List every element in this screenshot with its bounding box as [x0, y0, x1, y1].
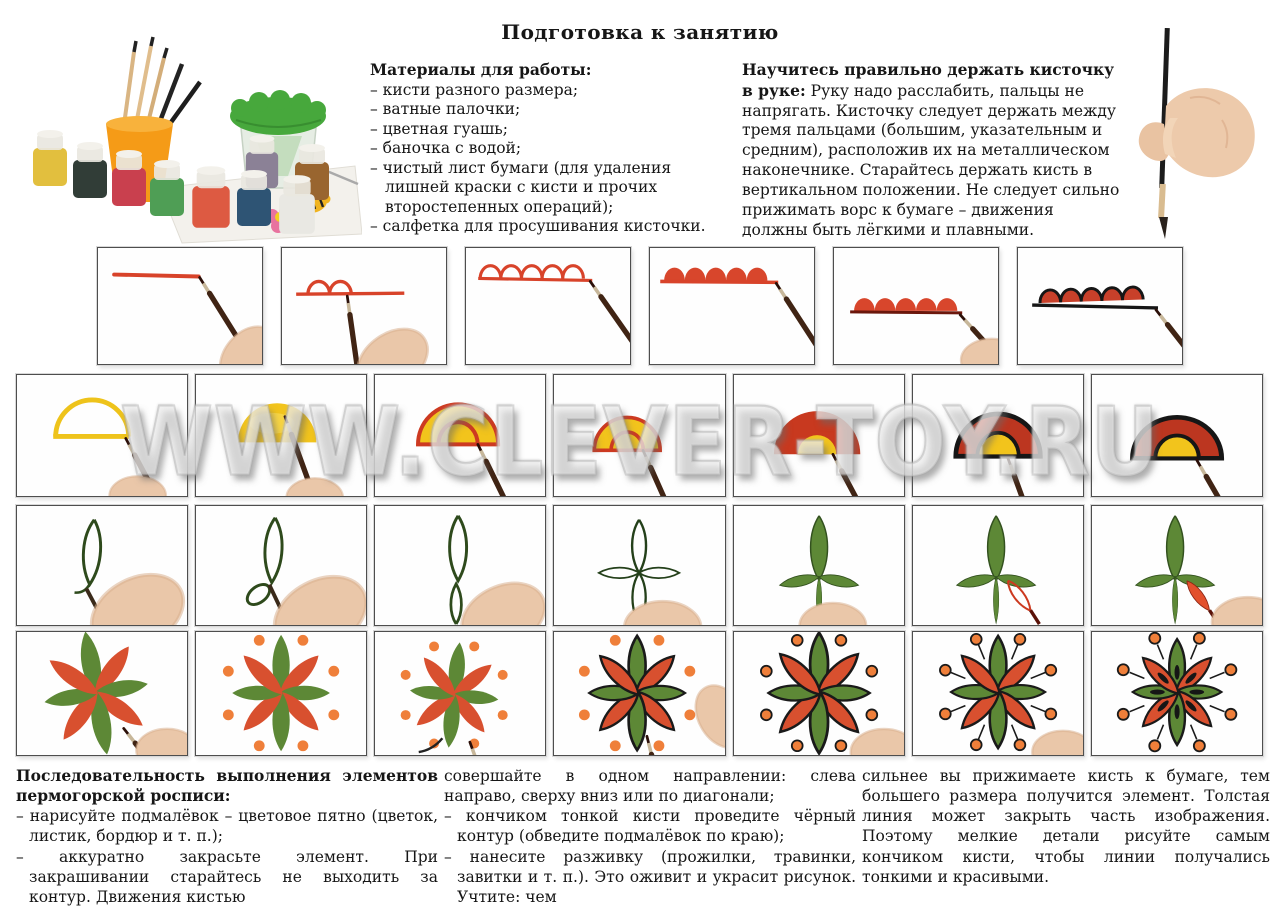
- watermark: WWW.CLEVER-TOY.RU: [120, 387, 1160, 497]
- finger: [1032, 731, 1083, 755]
- photo-row-scalloped-border: [97, 247, 1183, 365]
- finger: [799, 603, 865, 625]
- page-title: Подготовка к занятию: [501, 20, 779, 44]
- photo-row-leaf: [16, 505, 1263, 626]
- finger: [346, 316, 439, 364]
- materials-heading: Материалы для работы:: [370, 60, 592, 79]
- photo-step: [912, 505, 1084, 626]
- materials-section: [370, 60, 725, 237]
- list-item: – баночка с водой;: [370, 139, 522, 158]
- finger: [287, 478, 344, 496]
- brush-icon: [1156, 310, 1182, 364]
- list-item: – кисти разного размера;: [370, 80, 579, 99]
- finger: [961, 339, 998, 364]
- finger: [1212, 597, 1262, 625]
- photo-step: [553, 374, 725, 497]
- list-item: – чистый лист бумаги (для удаления лишней краски с кисти и прочих второстепенных операций);: [370, 158, 672, 216]
- photo-step: [16, 505, 188, 626]
- photo-step: [195, 631, 367, 756]
- photo-step: [912, 631, 1084, 756]
- sequence-item: – нанесите разживку (прожилки, травинки, завитки и т. п.). Это оживит и украсит рисунок. Учтите: чем: [444, 847, 856, 906]
- brush-hold-heading: Научитесь правильно держать кисточку в руке:: [742, 60, 1115, 100]
- brush-ferrule: [1158, 184, 1166, 218]
- finger: [109, 476, 166, 496]
- list-item: – цветная гуашь;: [370, 119, 508, 138]
- hand: [1164, 88, 1255, 177]
- sequence-heading: Последовательность выполнения элементов пермогорской росписи:: [16, 766, 438, 806]
- photo-step: [195, 374, 367, 497]
- finger: [136, 729, 187, 755]
- list-item: – ватные палочки;: [370, 100, 521, 119]
- brush-icon: [347, 296, 358, 364]
- photo-step: [912, 374, 1084, 497]
- photo-step: [1091, 631, 1263, 756]
- photo-step: [465, 247, 631, 365]
- photo-step: [733, 505, 905, 626]
- list-item: – салфетка для просушивания кисточки.: [370, 217, 706, 236]
- photo-step: [1091, 374, 1263, 497]
- photo-step: [553, 505, 725, 626]
- brush-icon: [776, 283, 814, 351]
- photo-step: [649, 247, 815, 365]
- sequence-column-3: [862, 766, 1270, 887]
- photo-step: [733, 631, 905, 756]
- brush-icon: [478, 444, 514, 496]
- photo-row-flower: [16, 631, 1263, 756]
- photo-step: [195, 505, 367, 626]
- photo-step: [97, 247, 263, 365]
- sequence-item: – кончиком тонкой кисти проведите чёрный контур (обведите подмалёвок по краю);: [444, 807, 856, 846]
- photo-step: [374, 631, 546, 756]
- photo-step: [733, 374, 905, 497]
- photo-row-semicircle: [16, 374, 1263, 497]
- materials-list: [370, 81, 725, 237]
- brush-icon: [832, 454, 870, 496]
- finger: [209, 316, 262, 364]
- photo-step: [1017, 247, 1183, 365]
- photo-step: [16, 631, 188, 756]
- photo-step: [374, 505, 546, 626]
- sequence-continuation: совершайте в одном направлении: слева направо, сверху вниз или по диагонали;: [444, 767, 856, 806]
- hand-holding-brush-photo: [1104, 28, 1276, 246]
- sequence-item: – аккуратно закрасьте элемент. При закрашивании старайтесь не выходить за контур. Движения кистью: [16, 847, 438, 906]
- sequence-column-1: [16, 766, 438, 907]
- photo-step: [16, 374, 188, 497]
- sequence-item: – нарисуйте подмалёвок – цветовое пятно (цветок, листик, бордюр и т. п.);: [16, 807, 438, 846]
- photo-step: [1091, 505, 1263, 626]
- sequence-column-2: [444, 766, 856, 907]
- brush-hold-text: Руку надо расслабить, пальцы не напрягать. Кисточку следует держать между тремя пальцами (большим, указательным и средним), расположив их на металлическом наконечнике. Старайтесь держать кисть в вертикальном положении. Не следует сильно прижимать ворс к бумаге – движения должны быть лёгкими и плавными.: [742, 81, 1120, 239]
- brush-icon: [1197, 460, 1238, 496]
- brush-icon: [1008, 458, 1036, 496]
- brush-icon: [643, 450, 676, 496]
- photo-step: [553, 631, 725, 756]
- brush-icon: [590, 281, 630, 347]
- photo-step: [833, 247, 999, 365]
- brush-hold-section: [742, 60, 1120, 240]
- finger: [452, 571, 546, 625]
- paints-and-brushes-photo: [10, 36, 362, 244]
- brush-icon: [1030, 610, 1039, 624]
- finger: [625, 601, 702, 625]
- brush-tip: [1159, 217, 1168, 239]
- photo-step: [281, 247, 447, 365]
- finger: [79, 560, 187, 625]
- photo-step: [374, 374, 546, 497]
- sequence-continuation: сильнее вы прижимаете кисть к бумаге, тем большего размера получится элемент. Толстая линия может закрыть часть изображения. Поэтому мелкие детали рисуйте самым кончиком кисти, чтобы линии получались тонкими и красивыми.: [862, 767, 1270, 886]
